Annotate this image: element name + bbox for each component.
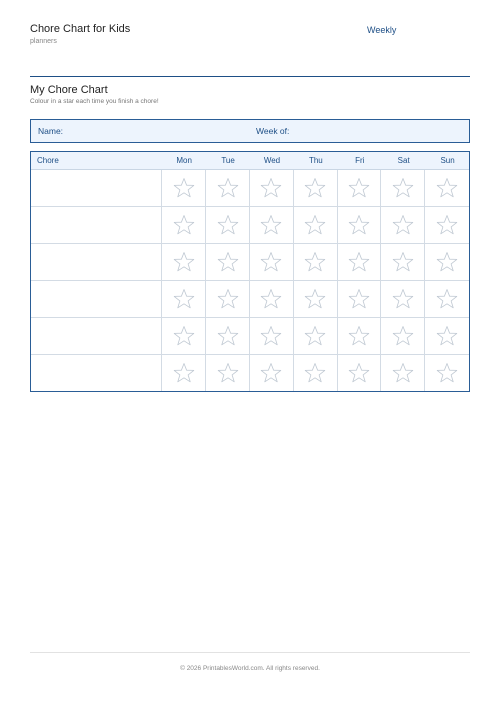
star-cell[interactable] xyxy=(338,244,382,280)
chore-name-cell[interactable] xyxy=(31,281,162,317)
star-icon xyxy=(304,288,326,310)
star-cell[interactable] xyxy=(206,170,250,206)
document-title: Chore Chart for Kids xyxy=(30,23,131,35)
star-icon xyxy=(173,214,195,236)
star-icon xyxy=(260,251,282,273)
star-icon xyxy=(260,177,282,199)
day-header-fri: Fri xyxy=(355,156,365,165)
chore-name-cell[interactable] xyxy=(31,207,162,243)
star-icon xyxy=(436,214,458,236)
star-icon xyxy=(392,251,414,273)
star-icon xyxy=(304,362,326,384)
star-icon xyxy=(436,251,458,273)
star-icon xyxy=(217,251,239,273)
star-icon xyxy=(436,325,458,347)
chore-row xyxy=(31,170,469,207)
star-cell[interactable] xyxy=(425,244,469,280)
star-cell[interactable] xyxy=(381,244,425,280)
chart-instructions: Colour in a star each time you finish a chore! xyxy=(30,98,159,105)
star-cell[interactable] xyxy=(162,318,206,354)
chart-heading: My Chore Chart xyxy=(30,84,108,96)
day-header-wed: Wed xyxy=(263,156,281,165)
star-cell[interactable] xyxy=(381,170,425,206)
chore-row xyxy=(31,355,469,391)
star-icon xyxy=(173,177,195,199)
star-cell[interactable] xyxy=(338,170,382,206)
star-cell[interactable] xyxy=(338,281,382,317)
star-cell[interactable] xyxy=(425,170,469,206)
star-cell[interactable] xyxy=(162,244,206,280)
star-cell[interactable] xyxy=(250,355,294,391)
star-cell[interactable] xyxy=(338,355,382,391)
star-icon xyxy=(217,288,239,310)
star-icon xyxy=(348,177,370,199)
star-cell[interactable] xyxy=(162,207,206,243)
star-icon xyxy=(217,214,239,236)
star-cell[interactable] xyxy=(381,207,425,243)
star-cell[interactable] xyxy=(250,207,294,243)
day-header-sat: Sat xyxy=(397,156,410,165)
table-body xyxy=(31,170,469,391)
star-icon xyxy=(260,362,282,384)
star-icon xyxy=(260,325,282,347)
star-icon xyxy=(304,251,326,273)
star-icon xyxy=(348,251,370,273)
star-icon xyxy=(436,288,458,310)
chore-row xyxy=(31,244,469,281)
star-cell[interactable] xyxy=(294,355,338,391)
star-icon xyxy=(217,325,239,347)
star-icon xyxy=(217,177,239,199)
chore-row xyxy=(31,207,469,244)
star-icon xyxy=(436,362,458,384)
chore-name-cell[interactable] xyxy=(31,244,162,280)
star-icon xyxy=(304,214,326,236)
star-cell[interactable] xyxy=(206,355,250,391)
star-icon xyxy=(217,362,239,384)
star-cell[interactable] xyxy=(381,355,425,391)
day-header-tue: Tue xyxy=(221,156,235,165)
star-icon xyxy=(173,362,195,384)
chore-name-cell[interactable] xyxy=(31,355,162,391)
star-cell[interactable] xyxy=(338,318,382,354)
chore-row xyxy=(31,318,469,355)
footer-divider xyxy=(30,652,470,653)
name-week-box xyxy=(30,119,470,143)
star-cell[interactable] xyxy=(250,281,294,317)
star-cell[interactable] xyxy=(425,207,469,243)
document-category: planners xyxy=(30,38,57,45)
day-header-mon: Mon xyxy=(176,156,192,165)
star-cell[interactable] xyxy=(162,281,206,317)
chore-name-cell[interactable] xyxy=(31,170,162,206)
star-cell[interactable] xyxy=(250,244,294,280)
star-cell[interactable] xyxy=(294,281,338,317)
star-icon xyxy=(173,325,195,347)
star-cell[interactable] xyxy=(206,281,250,317)
star-cell[interactable] xyxy=(381,281,425,317)
star-cell[interactable] xyxy=(294,244,338,280)
star-icon xyxy=(304,325,326,347)
star-icon xyxy=(436,177,458,199)
star-icon xyxy=(260,288,282,310)
chore-column-header: Chore xyxy=(37,156,59,165)
star-cell[interactable] xyxy=(206,318,250,354)
copyright-text: © 2026 PrintablesWorld.com. All rights reserved. xyxy=(180,665,320,672)
star-cell[interactable] xyxy=(338,207,382,243)
star-icon xyxy=(392,177,414,199)
star-icon xyxy=(392,362,414,384)
star-icon xyxy=(260,214,282,236)
day-header-sun: Sun xyxy=(440,156,455,165)
star-icon xyxy=(173,288,195,310)
star-cell[interactable] xyxy=(425,281,469,317)
star-cell[interactable] xyxy=(381,318,425,354)
star-icon xyxy=(348,214,370,236)
frequency-badge: Weekly xyxy=(367,25,397,35)
table-header xyxy=(31,152,469,170)
star-icon xyxy=(304,177,326,199)
chore-table xyxy=(30,151,470,392)
star-icon xyxy=(392,288,414,310)
week-of-label: Week of: xyxy=(256,126,290,136)
star-cell[interactable] xyxy=(294,170,338,206)
star-cell[interactable] xyxy=(206,244,250,280)
star-cell[interactable] xyxy=(250,318,294,354)
star-icon xyxy=(348,362,370,384)
star-cell[interactable] xyxy=(250,170,294,206)
star-cell[interactable] xyxy=(162,355,206,391)
chore-row xyxy=(31,281,469,318)
day-header-thu: Thu xyxy=(308,156,323,165)
star-cell[interactable] xyxy=(206,207,250,243)
star-cell[interactable] xyxy=(294,207,338,243)
star-icon xyxy=(392,214,414,236)
star-icon xyxy=(392,325,414,347)
star-cell[interactable] xyxy=(162,170,206,206)
star-cell[interactable] xyxy=(425,355,469,391)
star-cell[interactable] xyxy=(294,318,338,354)
header-divider xyxy=(30,76,470,77)
star-icon xyxy=(348,325,370,347)
chore-name-cell[interactable] xyxy=(31,318,162,354)
name-label: Name: xyxy=(38,126,64,136)
star-icon xyxy=(173,251,195,273)
star-icon xyxy=(348,288,370,310)
star-cell[interactable] xyxy=(425,318,469,354)
